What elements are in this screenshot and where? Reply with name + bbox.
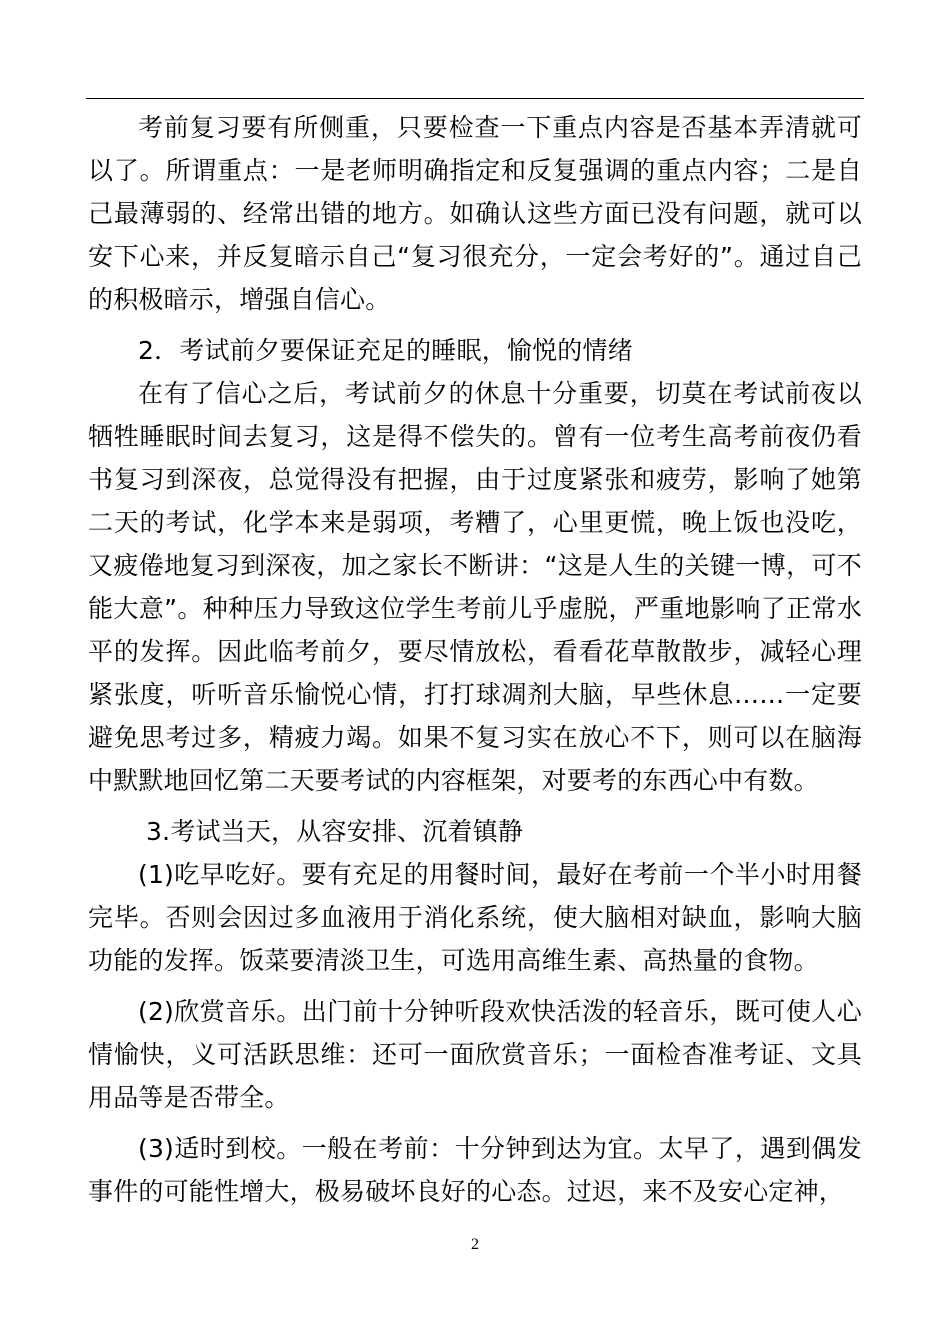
document-body (88, 106, 862, 1213)
paragraph-review-focus: 考前复习要有所侧重，只要检查一下重点内容是否基本弄清就可以了。所谓重点：一是老师明确指定和反复强调的重点内容；二是自己最薄弱的、经常出错的地方。如确认这些方面已没有问题，就可以安下心来，并反复暗示自己“复习很充分，一定会考好的”。通过自己的积极暗示，增强自信心。 (88, 113, 862, 314)
heading-exam-day: 3.考试当天，从容安排、沉着镇静 (146, 817, 524, 846)
paragraph-arrive-on-time: (3)适时到校。一般在考前：十分钟到达为宜。太早了，遇到偶发事件的可能性增大，极易破坏良好的心态。过迟，来不及安心定神， (88, 1134, 862, 1206)
paragraph-rest-before-exam: 在有了信心之后，考试前夕的休息十分重要，切莫在考试前夜以牺牲睡眠时间去复习，这是得不偿失的。曾有一位考生高考前夜仍看书复习到深夜，总觉得没有把握，由于过度紧张和疲劳，影响了她第二天的考试，化学本来是弱项，考糟了，心里更慌，晚上饭也没吃，又疲倦地复习到深夜，加之家长不断讲：“这是人生的关键一博，可不能大意”。种种压力导致这位学生考前儿乎虚脱，严重地影响了正常水平的发挥。因此临考前夕，要尽情放松，看看花草散散步，减轻心理紧张度，听听音乐愉悦心情，打打球凋剂大脑，早些休息……一定要避免思考过多，精疲力竭。如果不复习实在放心不下，则可以在脑海中默默地回忆第二天要考试的内容框架，对要考的东西心中有数。 (88, 379, 862, 795)
paragraph-breakfast: (1)吃早吃好。要有充足的用餐时间，最好在考前一个半小时用餐完毕。否则会因过多血液用于消化系统，使大脑相对缺血，影响大脑功能的发挥。饭菜要清淡卫生，可选用高维生素、高热量的食物。 (88, 860, 862, 975)
page-number: 2 (471, 1236, 479, 1253)
heading-sleep-mood: 2．考试前夕要保证充足的睡眠，愉悦的情绪 (138, 336, 633, 365)
header-rule (86, 98, 864, 99)
paragraph-music: (2)欣赏音乐。出门前十分钟听段欢快活泼的轻音乐，既可使人心情愉快，义可活跃思维：还可一面欣赏音乐；一面检杳准考证、文具用品等是否带全。 (88, 997, 862, 1112)
